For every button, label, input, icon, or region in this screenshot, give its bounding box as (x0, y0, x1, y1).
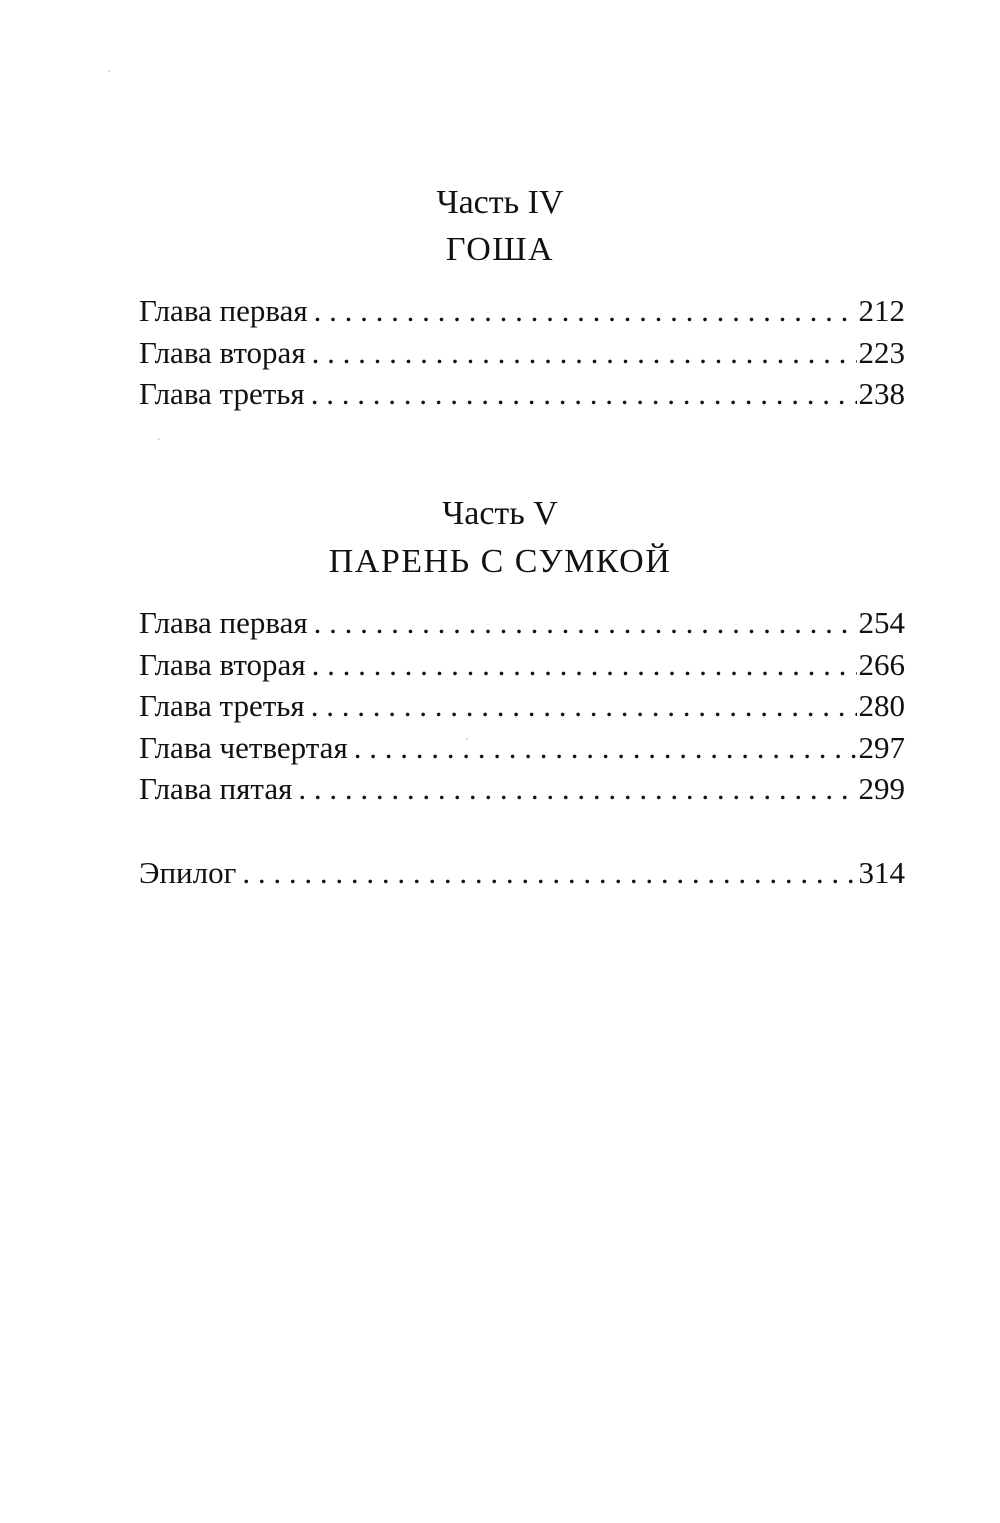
toc-entry[interactable] (139, 685, 905, 727)
chapter-title: Глава четвертая (139, 729, 348, 765)
scan-speck (466, 738, 468, 740)
chapter-title: Глава первая (139, 605, 308, 640)
dot-leader (312, 332, 857, 374)
chapter-title: Глава первая (139, 293, 308, 328)
toc-entry[interactable] (139, 768, 905, 810)
chapter-title: Глава пятая (139, 771, 293, 806)
dot-leader (242, 852, 856, 894)
scan-speck (158, 438, 160, 440)
part-4-title: ГОША (445, 231, 555, 268)
dot-leader (311, 373, 857, 415)
page-number: 299 (858, 771, 905, 806)
dot-leader (314, 290, 857, 332)
page-number: 280 (858, 688, 905, 723)
page-number: 238 (858, 376, 905, 411)
dot-leader (311, 685, 857, 727)
scan-speck (108, 70, 110, 72)
page-number: 266 (858, 646, 905, 682)
page-number: 314 (858, 855, 905, 890)
toc-entry-epilogue[interactable] (139, 852, 905, 894)
part-5-chapter-list (139, 602, 905, 810)
toc-entry[interactable] (139, 332, 905, 374)
page-number: 212 (858, 293, 905, 328)
epilogue-list (139, 852, 905, 894)
dot-leader (298, 768, 856, 810)
chapter-title: Глава вторая (139, 646, 306, 682)
toc-entry[interactable] (139, 727, 905, 769)
part-4-label: Часть IV (436, 184, 564, 221)
part-5-title: ПАРЕНЬ С СУМКОЙ (328, 543, 672, 580)
dot-leader (354, 727, 857, 769)
toc-entry[interactable] (139, 373, 905, 415)
chapter-title: Глава третья (139, 688, 305, 723)
dot-leader (314, 602, 857, 644)
chapter-title: Глава вторая (139, 334, 306, 370)
toc-entry[interactable] (139, 290, 905, 332)
epilogue-title: Эпилог (139, 855, 237, 890)
part-5-label: Часть V (442, 495, 558, 532)
page-number: 254 (858, 605, 905, 640)
toc-entry[interactable] (139, 644, 905, 686)
dot-leader (312, 644, 857, 686)
part-4-chapter-list (139, 290, 905, 415)
chapter-title: Глава третья (139, 376, 305, 411)
page-number: 223 (858, 334, 905, 370)
page-number: 297 (858, 729, 905, 765)
toc-entry[interactable] (139, 602, 905, 644)
